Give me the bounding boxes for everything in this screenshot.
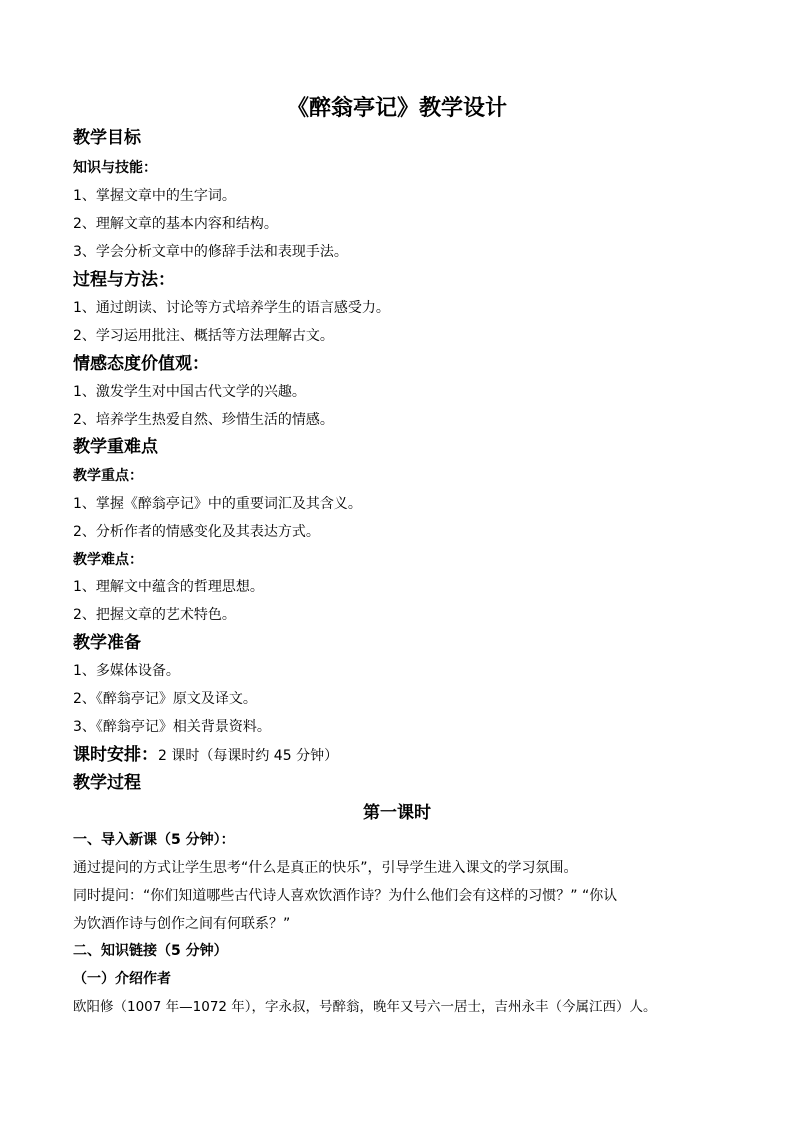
list-item: 1、掌握文章中的生字词。 [73, 188, 236, 204]
schedule-text: 2 课时（每课时约 45 分钟） [158, 748, 339, 764]
subheading-focus: 教学重点： [73, 468, 143, 484]
list-item: 2、学习运用批注、概括等方法理解古文。 [73, 328, 334, 344]
list-item: 1、多媒体设备。 [73, 663, 180, 679]
list-item: 3、《醉翁亭记》相关背景资料。 [73, 719, 271, 735]
list-item: 1、理解文中蕴含的哲理思想。 [73, 579, 264, 595]
heading-keypoints: 教学重难点 [73, 437, 158, 457]
part2-heading: 二、知识链接（5 分钟） [73, 943, 228, 959]
subheading-difficulty: 教学难点： [73, 552, 143, 568]
heading-goals: 教学目标 [73, 128, 141, 148]
list-item: 1、掌握《醉翁亭记》中的重要词汇及其含义。 [73, 496, 362, 512]
subheading-emotion: 情感态度价值观： [73, 354, 209, 374]
schedule-line [73, 745, 338, 765]
paragraph-line: 同时提问：“你们知道哪些古代诗人喜欢饮酒作诗？为什么他们会有这样的习惯？” “你认 [73, 888, 618, 904]
part2-sub1: （一）介绍作者 [73, 971, 171, 987]
document-title: 《醉翁亭记》教学设计 [286, 96, 507, 121]
list-item: 1、通过朗读、讨论等方式培养学生的语言感受力。 [73, 300, 390, 316]
paragraph-line: 欧阳修（1007 年—1072 年），字永叔，号醉翁，晚年又号六一居士，吉州永丰（今属江西）人。 [73, 999, 657, 1015]
list-item: 2、《醉翁亭记》原文及译文。 [73, 691, 257, 707]
heading-process: 教学过程 [73, 773, 141, 793]
lesson-title: 第一课时 [363, 803, 431, 823]
part1-heading: 一、导入新课（5 分钟）： [73, 832, 235, 848]
subheading-knowledge: 知识与技能： [73, 160, 157, 176]
paragraph-line: 为饮酒作诗与创作之间有何联系？” [73, 916, 291, 932]
list-item: 3、学会分析文章中的修辞手法和表现手法。 [73, 244, 348, 260]
list-item: 2、把握文章的艺术特色。 [73, 607, 236, 623]
subheading-process: 过程与方法： [73, 270, 175, 290]
list-item: 1、激发学生对中国古代文学的兴趣。 [73, 384, 306, 400]
list-item: 2、理解文章的基本内容和结构。 [73, 216, 278, 232]
heading-prep: 教学准备 [73, 633, 141, 653]
list-item: 2、培养学生热爱自然、珍惜生活的情感。 [73, 412, 334, 428]
list-item: 2、分析作者的情感变化及其表达方式。 [73, 524, 320, 540]
paragraph-line: 通过提问的方式让学生思考“什么是真正的快乐”，引导学生进入课文的学习氛围。 [73, 860, 578, 876]
schedule-label: 课时安排： [73, 745, 158, 765]
